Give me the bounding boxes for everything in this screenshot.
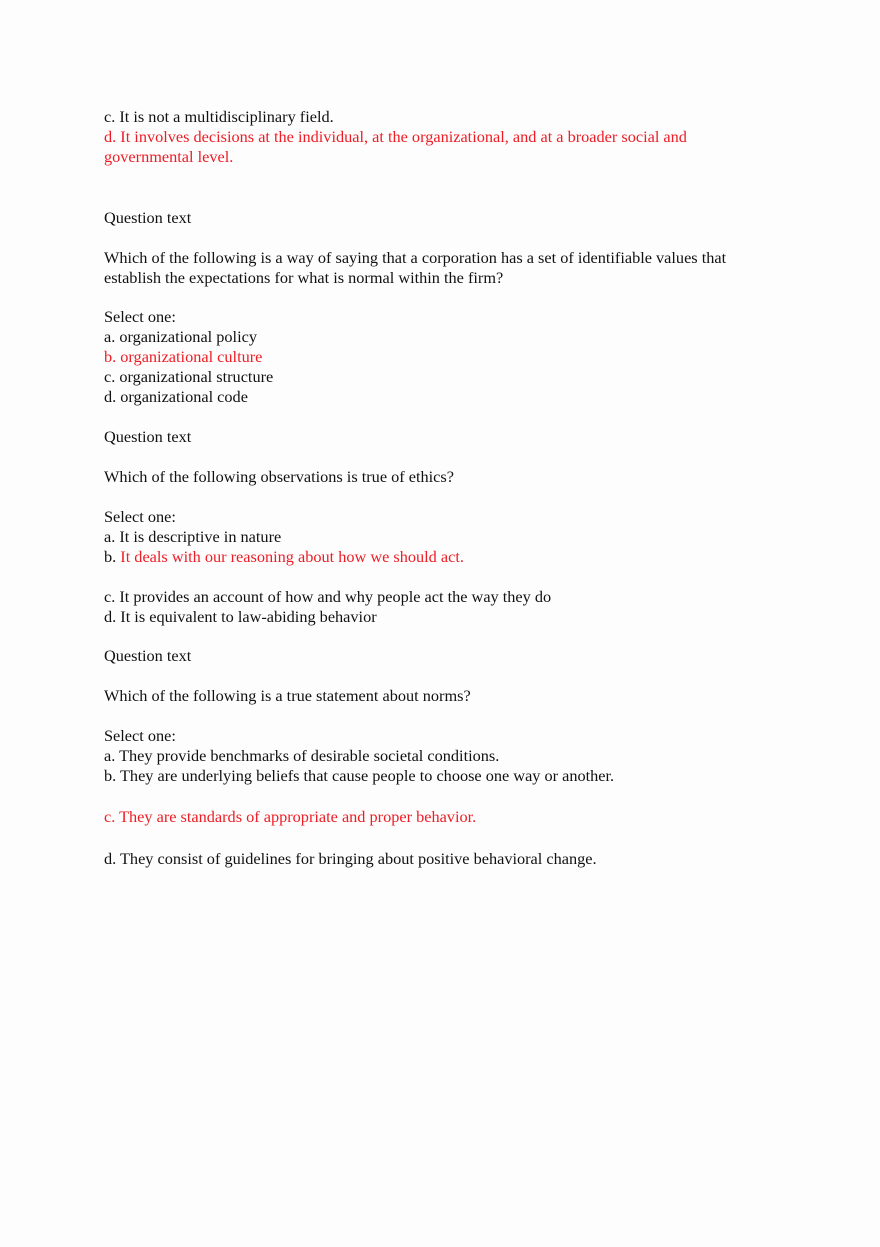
option-b-correct-text: It deals with our reasoning about how we should act. (120, 547, 464, 566)
option-c: c. It is not a multidisciplinary field. (104, 107, 334, 126)
question-prompt: Which of the following is a way of saying that a corporation has a set of identifiable values that (104, 248, 727, 267)
question-prompt-cont: establish the expectations for what is normal within the firm? (104, 268, 504, 287)
option-b (104, 547, 464, 567)
option-a: a. It is descriptive in nature (104, 527, 282, 546)
question-prompt: Which of the following is a true statement about norms? (104, 686, 471, 705)
option-a: a. organizational policy (104, 327, 257, 346)
select-one-label: Select one: (104, 726, 176, 745)
select-one-label: Select one: (104, 507, 176, 526)
question-prompt: Which of the following observations is true of ethics? (104, 467, 454, 486)
option-b-letter: b. (104, 547, 117, 566)
option-c-correct: c. They are standards of appropriate and proper behavior. (104, 807, 477, 826)
option-d: d. It is equivalent to law-abiding behavior (104, 607, 377, 626)
question-header: Question text (104, 208, 192, 227)
select-one-label: Select one: (104, 307, 176, 326)
option-c: c. organizational structure (104, 367, 274, 386)
option-c: c. It provides an account of how and why people act the way they do (104, 587, 552, 606)
question-header: Question text (104, 646, 192, 665)
option-a: a. They provide benchmarks of desirable societal conditions. (104, 746, 500, 765)
option-b: b. They are underlying beliefs that cause people to choose one way or another. (104, 766, 615, 785)
question-header: Question text (104, 427, 192, 446)
option-d-correct: d. It involves decisions at the individual, at the organizational, and at a broader social and (104, 127, 687, 146)
option-b-correct: b. organizational culture (104, 347, 263, 366)
option-d: d. organizational code (104, 387, 248, 406)
option-d: d. They consist of guidelines for bringing about positive behavioral change. (104, 849, 597, 868)
option-d-correct-cont: governmental level. (104, 147, 234, 166)
